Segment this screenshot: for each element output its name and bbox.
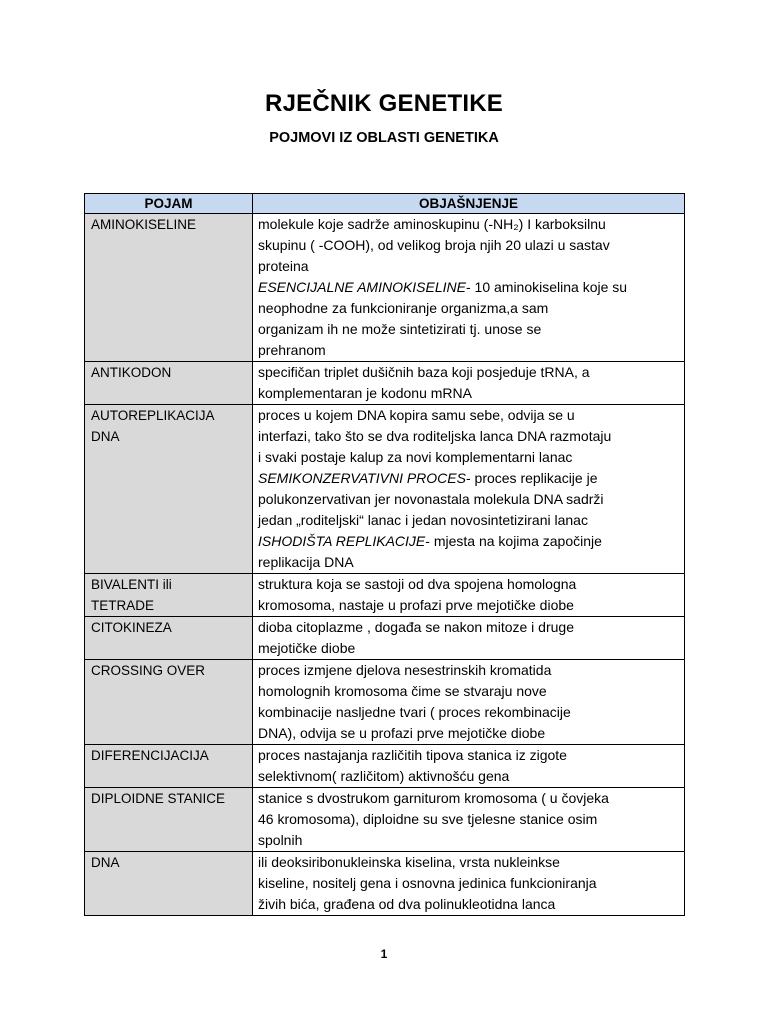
page-subtitle: POJMOVI IZ OBLASTI GENETIKA: [269, 130, 499, 146]
term-text: DIPLOIDNE STANICE: [91, 791, 226, 806]
term-cell: [85, 405, 253, 574]
definition-cell: [253, 788, 685, 852]
definition-line: organizam ih ne može sintetizirati tj. unose se: [258, 321, 542, 337]
table-row: [85, 214, 685, 362]
definition-line: kombinacije nasljedne tvari ( proces rekombinacije: [258, 704, 571, 720]
term-text: BIVALENTI ili: [91, 577, 172, 592]
table-row: [85, 788, 685, 852]
definition-line: - mjesta na kojima započinje: [425, 533, 602, 549]
term-cell: [85, 745, 253, 788]
definition-cell: [253, 852, 685, 916]
definition-line: proces izmjene djelova nesestrinskih kromatida: [258, 662, 552, 678]
table-row: [85, 745, 685, 788]
definition-cell: [253, 214, 685, 362]
table-row: [85, 362, 685, 405]
definition-line: mejotičke diobe: [258, 640, 356, 656]
term-text: CITOKINEZA: [91, 620, 172, 635]
definition-line: kromosoma, nastaje u profazi prve mejotičke diobe: [258, 597, 574, 613]
table-row: [85, 852, 685, 916]
term-cell: [85, 617, 253, 660]
term-cell: [85, 852, 253, 916]
table-row: [85, 660, 685, 745]
definition-cell: [253, 362, 685, 405]
definition-line: i svaki postaje kalup za novi komplementarni lanac: [258, 449, 573, 465]
definition-line: kiseline, nositelj gena i osnovna jedinica funkcioniranja: [258, 875, 597, 891]
column-header-explanation: OBJAŠNJENJE: [253, 194, 685, 214]
term-text: CROSSING OVER: [91, 663, 206, 678]
definition-line: homolognih kromosoma čime se stvaraju nove: [258, 683, 547, 699]
table-row: [85, 617, 685, 660]
subterm-italic: ESENCIJALNE AMINOKISELINE: [258, 279, 466, 295]
definition-cell: [253, 745, 685, 788]
definition-line: selektivnom( različitom) aktivnošću gena: [258, 768, 510, 784]
term-text: DNA: [91, 855, 120, 870]
definition-cell: [253, 405, 685, 574]
definition-line: interfazi, tako što se dva roditeljska lanca DNA razmotaju: [258, 428, 612, 444]
definition-line: komplementaran je kodonu mRNA: [258, 385, 472, 401]
page-number: 1: [380, 947, 388, 961]
definition-line: - proces replikacije je: [465, 470, 598, 486]
definition-line: dioba citoplazme , događa se nakon mitoze i druge: [258, 619, 574, 635]
definition-line: prehranom: [258, 342, 326, 358]
term-cell: [85, 660, 253, 745]
subterm-italic: ISHODIŠTA REPLIKACIJE: [258, 533, 426, 549]
definition-cell: [253, 660, 685, 745]
term-text: ANTIKODON: [91, 365, 172, 380]
definition-line: proteina: [258, 258, 309, 274]
definition-line: neophodne za funkcioniranje organizma,a sam: [258, 300, 549, 316]
definition-line: polukonzervativan jer novonastala molekula DNA sadrži: [258, 491, 604, 507]
definition-line: DNA), odvija se u profazi prve mejotičke diobe: [258, 725, 546, 741]
term-cell: [85, 574, 253, 617]
definition-cell: [253, 574, 685, 617]
definition-line: struktura koja se sastoji od dva spojena homologna: [258, 576, 577, 592]
table-row: [85, 405, 685, 574]
term-text: AUTOREPLIKACIJA: [91, 408, 215, 423]
definition-line: specifičan triplet dušičnih baza koji posjeduje tRNA, a: [258, 364, 590, 380]
definition-line: - 10 aminokiselina koje su: [465, 279, 628, 295]
term-text: DIFERENCIJACIJA: [91, 748, 209, 763]
definition-line: stanice s dvostrukom garniturom kromosoma ( u čovjeka: [258, 790, 609, 806]
term-cell: [85, 214, 253, 362]
definition-line: proces nastajanja različitih tipova stanica iz zigote: [258, 747, 567, 763]
subterm-italic: SEMIKONZERVATIVNI PROCES: [258, 470, 466, 486]
definition-line: spolnih: [258, 832, 303, 848]
term-cell: [85, 788, 253, 852]
term-text: TETRADE: [91, 598, 155, 613]
definition-line: živih bića, građena od dva polinukleotidna lanca: [258, 896, 556, 912]
term-text: AMINOKISELINE: [91, 217, 197, 232]
term-cell: [85, 362, 253, 405]
table-header-row: [85, 194, 685, 214]
definition-line: molekule koje sadrže aminoskupinu (-NH₂) I karboksilnu: [258, 216, 606, 232]
definition-cell: [253, 617, 685, 660]
definition-line: proces u kojem DNA kopira samu sebe, odvija se u: [258, 407, 575, 423]
definition-line: 46 kromosoma), diploidne su sve tjelesne stanice osim: [258, 811, 598, 827]
definition-line: skupinu ( -COOH), od velikog broja njih 20 ulazi u sastav: [258, 237, 610, 253]
definition-line: ili deoksiribonukleinska kiselina, vrsta nukleinkse: [258, 854, 560, 870]
definition-line: jedan „roditeljski“ lanac i jedan novosintetizirani lanac: [258, 512, 588, 528]
definition-line: replikacija DNA: [258, 554, 354, 570]
column-header-term: POJAM: [85, 194, 253, 214]
page-title: RJEČNIK GENETIKE: [265, 90, 503, 117]
term-text: DNA: [91, 429, 120, 444]
table-row: [85, 574, 685, 617]
glossary-table: [84, 193, 685, 916]
